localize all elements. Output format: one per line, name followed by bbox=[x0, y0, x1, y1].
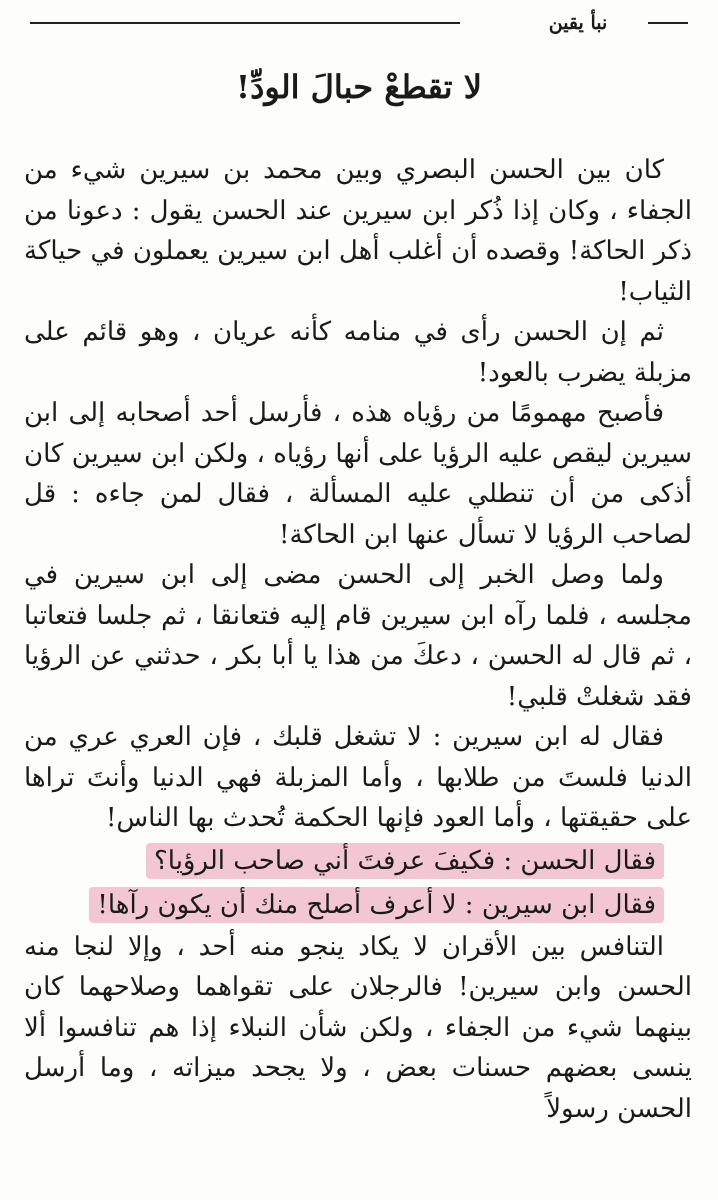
paragraph: كان بين الحسن البصري وبين محمد بن سيرين شيء من الجفاء ، وكان إذا ذُكر ابن سيرين عند الحسن يقول : دعونا من ذكر الحاكة! وقصده أن أغلب أهل ابن سيرين يعملون في حياكة الثياب! bbox=[24, 155, 692, 307]
closing-paragraph: التنافس بين الأقران لا يكاد ينجو منه أحد ، وإلا لنجا منه الحسن وابن سيرين! فالرجلان على تقواهما وصلاحهما كان بينهما شيء من الجفاء ، ولكن شأن النبلاء إذا هم تنافسوا ألا ينسى بعضهم حسنات بعض ، ولا يجحد ميزاته ، وما أرسل الحسن رسولاً bbox=[24, 931, 692, 1124]
running-header bbox=[0, 12, 718, 34]
highlight-span: فقال الحسن : فكيفَ عرفتَ أني صاحب الرؤيا؟ bbox=[146, 843, 664, 879]
paragraph: ثم إن الحسن رأى في منامه كأنه عريان ، وهو قائم على مزبلة يضرب بالعود! bbox=[24, 317, 692, 388]
highlighted-line bbox=[24, 883, 692, 927]
header-rule-long bbox=[30, 22, 460, 24]
header-rule-short bbox=[648, 22, 688, 24]
paragraph: فقال له ابن سيرين : لا تشغل قلبك ، فإن العري عري من الدنيا فلستَ من طلابها ، وأما المزبلة فهي الدنيا وأنتَ تراها على حقيقتها ، وأما العود فإنها الحكمة تُحدث بها الناس! bbox=[24, 722, 692, 833]
running-header-label: نبأ يقين bbox=[548, 12, 608, 34]
paragraph: فأصبح مهمومًا من رؤياه هذه ، فأرسل أحد أصحابه إلى ابن سيرين ليقص عليه الرؤيا على أنها رؤياه ، ولكن ابن سيرين كان أذكى من أن تنطلي عليه المسألة ، فقال لمن جاءه : قل لصاحب الرؤيا لا تسأل عنها ابن الحاكة! bbox=[24, 398, 692, 550]
article-title: لا تقطعْ حبالَ الودِّ! bbox=[236, 68, 482, 106]
article-body bbox=[24, 150, 692, 1129]
highlighted-line bbox=[24, 839, 692, 883]
highlight-span: فقال ابن سيرين : لا أعرف أصلح منك أن يكون رآها! bbox=[89, 887, 664, 923]
paragraph: ولما وصل الخبر إلى الحسن مضى إلى ابن سيرين في مجلسه ، فلما رآه ابن سيرين قام إليه فتعانقا ، ثم جلسا فتعاتبا ، ثم قال له الحسن ، دعكَ من هذا يا أبا بكر ، حدثني عن الرؤيا فقد شغلتْ قلبي! bbox=[24, 560, 692, 712]
